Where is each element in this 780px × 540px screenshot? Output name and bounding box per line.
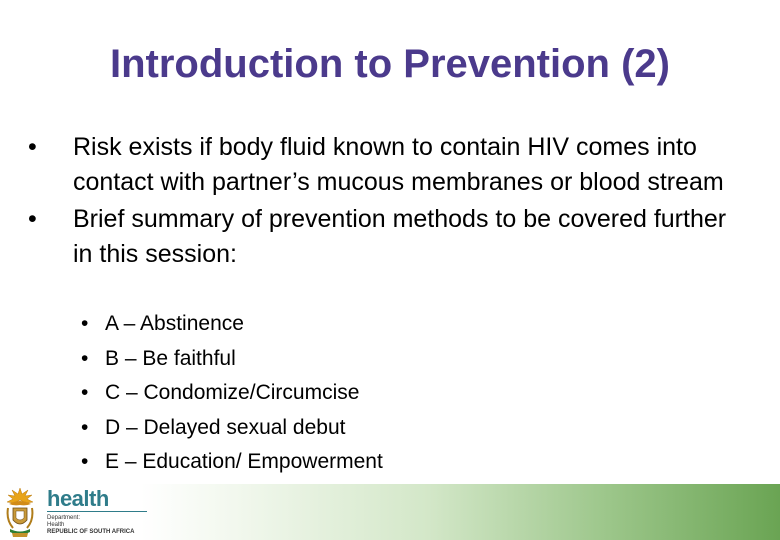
bullet-text: Risk exists if body fluid known to contain HIV comes into contact with partner’s mucous membranes or blood stream <box>73 133 724 196</box>
sub-bullet-dot: • <box>81 346 89 370</box>
sub-bullet-text: C – Condomize/Circumcise <box>105 381 360 404</box>
bullet-item <box>28 130 748 200</box>
sub-bullet-item <box>81 376 581 411</box>
bullet-text: Brief summary of prevention methods to be covered further in this session: <box>73 205 727 268</box>
sub-bullet-dot: • <box>81 415 89 439</box>
sub-bullet-list <box>81 307 581 480</box>
slide-title: Introduction to Prevention (2) <box>110 42 670 86</box>
sub-bullet-item <box>81 307 581 342</box>
logo-health-label: Health <box>47 522 65 528</box>
sub-bullet-dot: • <box>81 450 89 473</box>
coat-of-arms-icon <box>1 484 39 540</box>
department-logo <box>0 484 160 540</box>
bullet-dot: • <box>28 205 37 233</box>
logo-country-label: REPUBLIC OF SOUTH AFRICA <box>47 529 135 535</box>
sub-bullet-dot: • <box>81 381 89 404</box>
sub-bullet-dot: • <box>81 312 89 335</box>
sub-bullet-text: E – Education/ Empowerment <box>105 450 383 473</box>
sub-bullet-item <box>81 411 581 446</box>
bullet-item <box>28 202 748 272</box>
logo-department-label: Department: <box>47 515 81 521</box>
sub-bullet-text: B – Be faithful <box>105 346 236 370</box>
sub-bullet-text: D – Delayed sexual debut <box>105 415 346 439</box>
logo-wordmark: health <box>47 486 109 511</box>
sub-bullet-text: A – Abstinence <box>105 312 244 335</box>
sub-bullet-item <box>81 342 581 377</box>
logo-divider <box>47 511 147 512</box>
sub-bullet-item <box>81 445 581 480</box>
bullet-list <box>28 130 748 274</box>
bullet-dot: • <box>28 133 37 161</box>
